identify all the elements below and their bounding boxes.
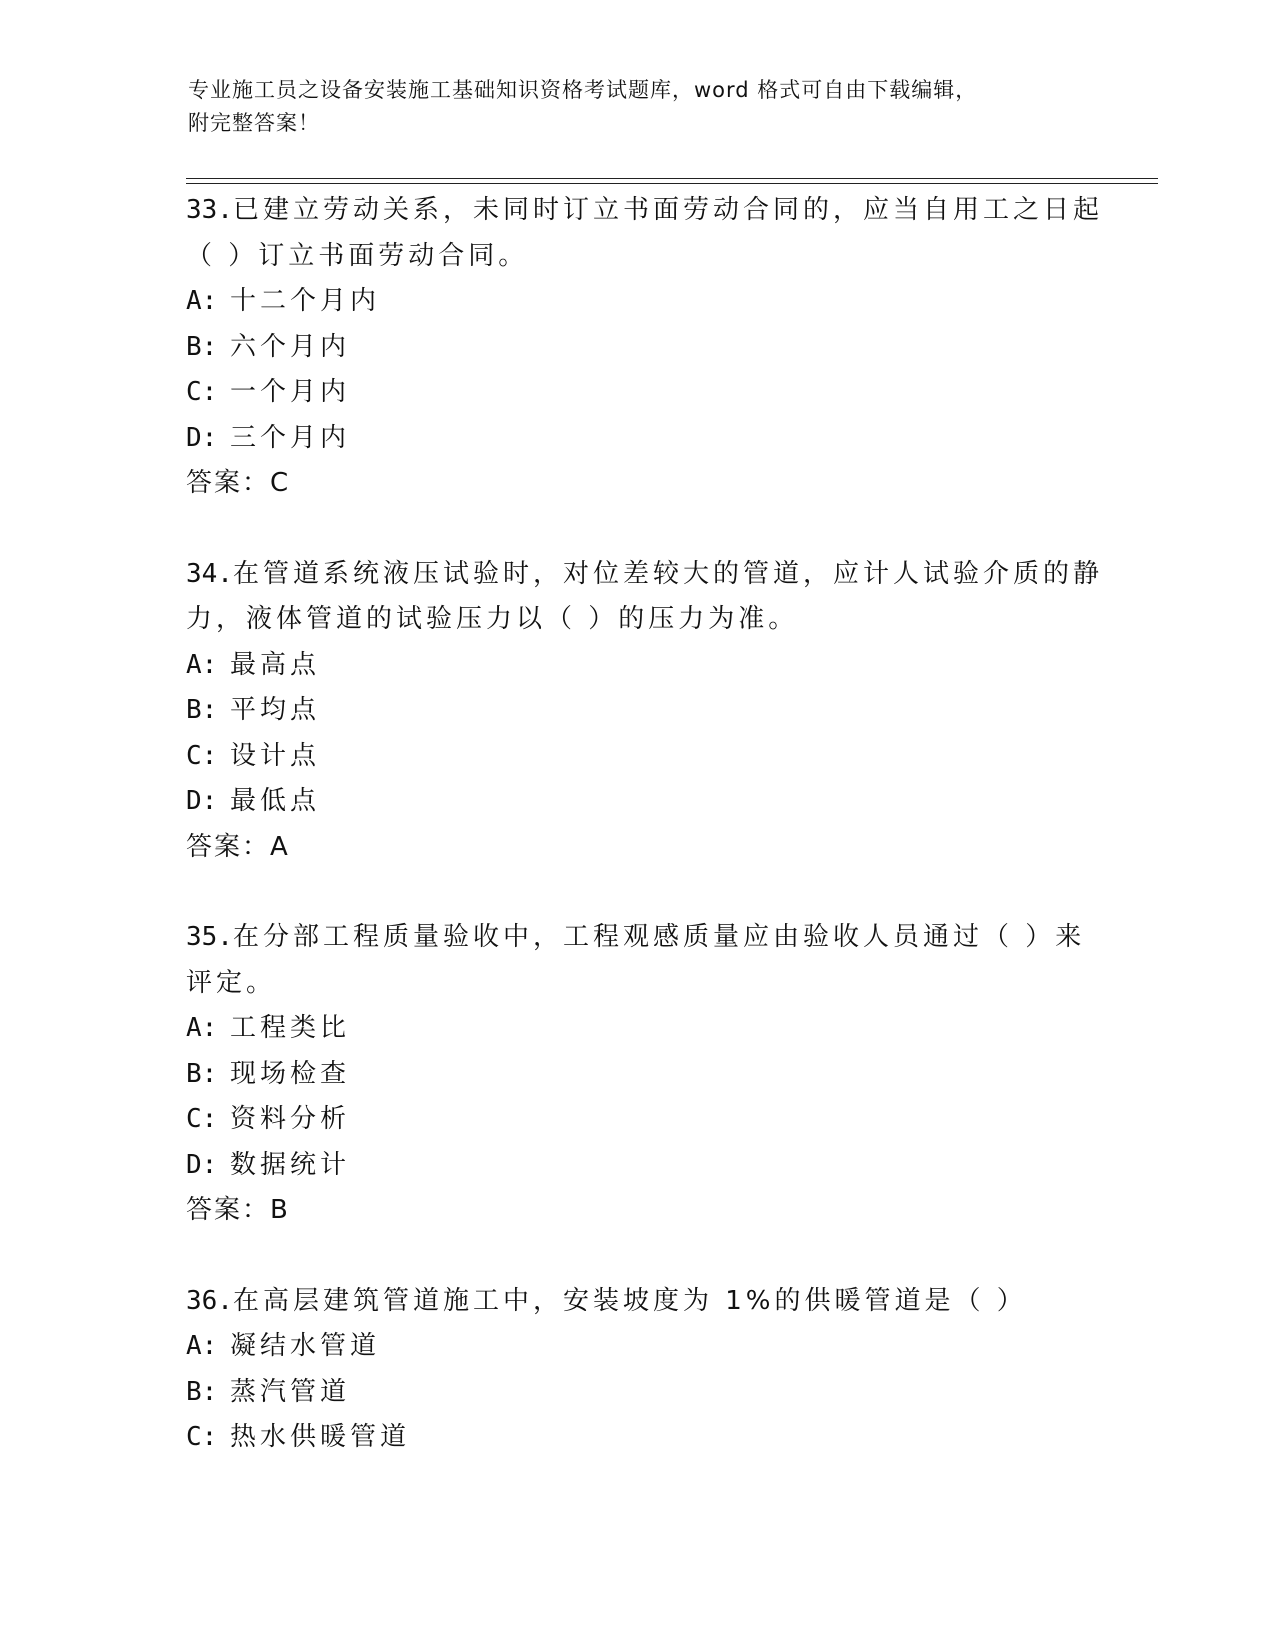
option-text: 六个月内 bbox=[230, 331, 351, 362]
question-stem bbox=[186, 188, 1103, 234]
option-text: 一个月内 bbox=[230, 377, 351, 407]
header-line-2: 附完整答案！ bbox=[188, 111, 320, 135]
header-line-1: 专业施工员之设备安装施工基础知识资格考试题库，word 格式可自由下载编辑， bbox=[188, 78, 978, 102]
question-stem-line-1: 在分部工程质量验收中，工程观感质量应由验收人员通过（ ）来 bbox=[232, 922, 1086, 952]
option-text: 热水供暖管道 bbox=[230, 1422, 411, 1452]
option-label: B: bbox=[186, 1376, 218, 1407]
question-spacer bbox=[186, 870, 1086, 915]
option-text: 三个月内 bbox=[230, 422, 351, 453]
option-text: 资料分析 bbox=[230, 1104, 351, 1134]
option-b bbox=[186, 1370, 1086, 1416]
option-b bbox=[186, 325, 1086, 371]
option-label: D: bbox=[186, 422, 218, 453]
answer: 答案：C bbox=[186, 468, 291, 498]
answer: 答案：A bbox=[186, 831, 290, 862]
option-d bbox=[186, 779, 1086, 825]
question-spacer bbox=[186, 507, 1086, 552]
option-text: 最低点 bbox=[230, 786, 321, 816]
question-number: 33. bbox=[186, 195, 233, 225]
question-stem-line-1: 在管道系统液压试验时，对位差较大的管道，应计人试验介质的静 bbox=[232, 558, 1103, 589]
question-33 bbox=[186, 188, 1103, 507]
option-a bbox=[186, 643, 1086, 689]
question-36 bbox=[186, 1279, 1086, 1461]
question-number: 36. bbox=[186, 1285, 233, 1316]
option-label: A: bbox=[186, 1013, 218, 1043]
option-c bbox=[186, 370, 1086, 416]
question-stem bbox=[186, 915, 1086, 961]
option-c bbox=[186, 1097, 1086, 1143]
option-label: B: bbox=[186, 1058, 218, 1089]
answer: 答案：B bbox=[186, 1195, 290, 1225]
question-stem-line-1: 在高层建筑管道施工中，安装坡度为 1%的供暖管道是（ ） bbox=[232, 1285, 1027, 1316]
question-number: 34. bbox=[186, 558, 233, 589]
option-d bbox=[186, 416, 1086, 462]
option-c bbox=[186, 734, 1086, 780]
option-label: C: bbox=[186, 1104, 218, 1134]
option-a bbox=[186, 1324, 1086, 1370]
option-label: B: bbox=[186, 331, 218, 362]
option-text: 凝结水管道 bbox=[230, 1331, 381, 1361]
option-text: 蒸汽管道 bbox=[230, 1376, 351, 1407]
document-header bbox=[188, 74, 1068, 140]
option-a bbox=[186, 1006, 1086, 1052]
option-text: 最高点 bbox=[230, 649, 321, 680]
question-stem-line-2: 力，液体管道的试验压力以（ ）的压力为准。 bbox=[186, 604, 799, 634]
option-c bbox=[186, 1415, 1086, 1461]
option-label: B: bbox=[186, 695, 218, 725]
header-divider-top bbox=[186, 178, 1158, 179]
option-text: 十二个月内 bbox=[230, 286, 381, 316]
option-b bbox=[186, 688, 1086, 734]
question-stem-line-2: （ ）订立书面劳动合同。 bbox=[186, 240, 529, 271]
option-text: 平均点 bbox=[230, 695, 321, 725]
option-text: 工程类比 bbox=[230, 1013, 351, 1043]
option-text: 数据统计 bbox=[230, 1149, 351, 1180]
option-b bbox=[186, 1052, 1086, 1098]
option-label: A: bbox=[186, 1331, 218, 1361]
option-label: C: bbox=[186, 377, 218, 407]
option-a bbox=[186, 279, 1086, 325]
option-label: A: bbox=[186, 649, 218, 680]
option-label: A: bbox=[186, 286, 218, 316]
question-stem bbox=[186, 552, 1103, 598]
question-stem-line-2: 评定。 bbox=[186, 967, 277, 998]
question-spacer bbox=[186, 1234, 1086, 1279]
question-list bbox=[186, 188, 1103, 1461]
option-d bbox=[186, 1143, 1086, 1189]
option-label: D: bbox=[186, 786, 218, 816]
header-divider-bottom bbox=[186, 183, 1158, 184]
question-stem-line-1: 已建立劳动关系，未同时订立书面劳动合同的，应当自用工之日起 bbox=[232, 195, 1103, 225]
question-34 bbox=[186, 552, 1103, 871]
option-text: 现场检查 bbox=[230, 1058, 351, 1089]
question-number: 35. bbox=[186, 922, 233, 952]
question-stem bbox=[186, 1279, 1086, 1325]
option-label: C: bbox=[186, 740, 218, 771]
option-label: D: bbox=[186, 1149, 218, 1180]
option-label: C: bbox=[186, 1422, 218, 1452]
option-text: 设计点 bbox=[230, 740, 321, 771]
question-35 bbox=[186, 915, 1086, 1234]
